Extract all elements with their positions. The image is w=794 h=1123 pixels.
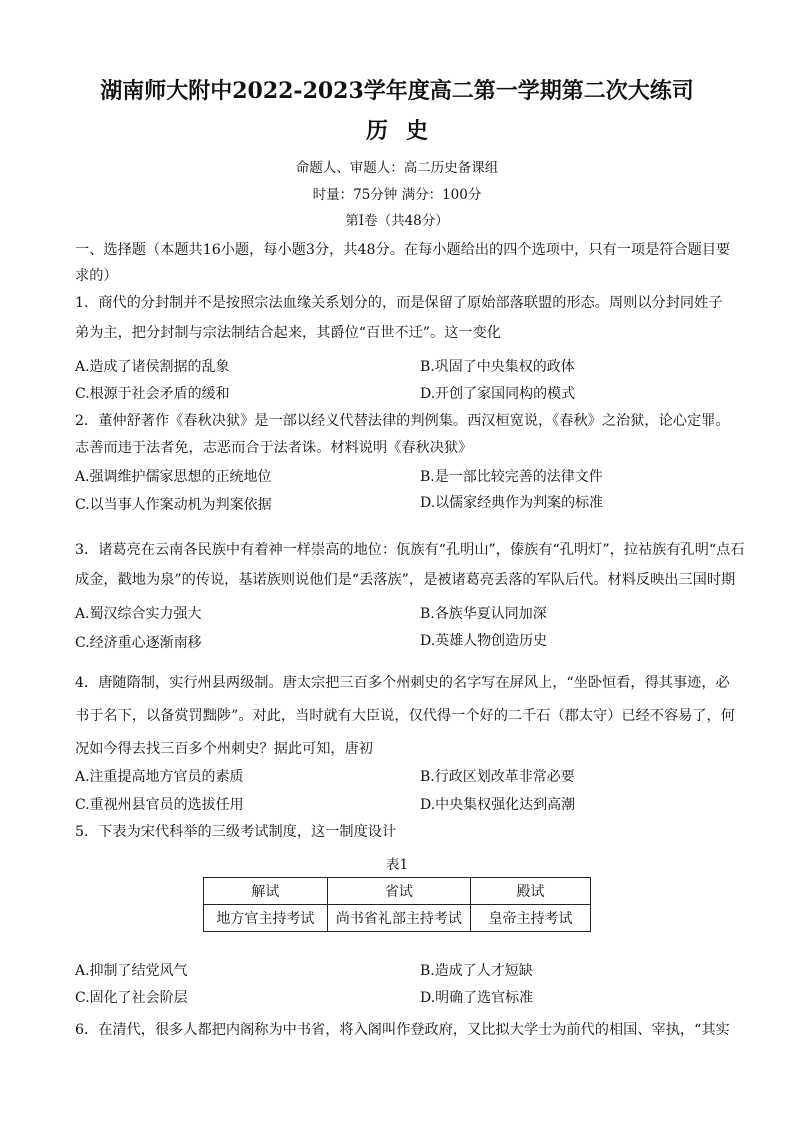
table-header-cell: 解试 xyxy=(204,878,328,905)
authors-line: 命题人、审题人：高二历史备课组 xyxy=(295,160,499,176)
q4-option-c: C.重视州县官员的选拔任用 xyxy=(75,797,244,813)
q1-option-c: C.根源于社会矛盾的缓和 xyxy=(75,386,230,402)
q2-stem-line-1: 2．董仲舒著作《春秋决狱》是一部以经义代替法律的判例集。西汉桓宽说，《春秋》之治狱，论心定罪。 xyxy=(75,413,730,429)
q4-stem-line-1: 4．唐随隋制，实行州县两级制。唐太宗把三百多个州刺史的名字写在屏风上，“坐卧恒看，得其事迹，必 xyxy=(75,675,730,691)
q4-option-b: B.行政区划改革非常必要 xyxy=(420,769,575,785)
q1-option-b: B.巩固了中央集权的政体 xyxy=(420,359,575,375)
q3-option-d: D.英雄人物创造历史 xyxy=(420,633,548,649)
q3-stem-line-1: 3．诸葛亮在云南各民族中有着神一样崇高的地位：佤族有“孔明山”，傣族有“孔明灯”，拉祜族有孔明“点石 xyxy=(75,542,745,558)
q4-option-a: A.注重提高地方官员的素质 xyxy=(75,769,244,785)
q2-option-c: C.以当事人作案动机为判案依据 xyxy=(75,497,272,513)
table-cell: 皇帝主持考试 xyxy=(471,905,591,932)
q3-stem-line-2: 成金，戳地为泉”的传说，基诺族则说他们是“丢落族”，是被诸葛亮丢落的军队后代。材料反映出三国时期 xyxy=(75,572,736,588)
section-instructions-line-2: 求的） xyxy=(75,268,118,284)
q1-option-d: D.开创了家国同构的模式 xyxy=(420,386,576,402)
exam-title: 湖南师大附中2022-2023学年度高二第一学期第二次大练司 xyxy=(100,78,694,104)
table-header-cell: 省试 xyxy=(327,878,470,905)
q4-stem-line-2: 书于名下，以备赏罚黜陟”。对此，当时就有大臣说，仅代得一个好的二千石（郡太守）已经不容易了，何 xyxy=(75,708,735,724)
q5-option-d: D.明确了选官标准 xyxy=(420,990,534,1006)
q2-option-a: A.强调维护儒家思想的正统地位 xyxy=(75,469,272,485)
q4-stem-line-3: 况如今得去找三百多个州刺史？据此可知，唐初 xyxy=(75,741,373,757)
table-header-row xyxy=(204,878,591,905)
table-header-cell: 殿试 xyxy=(471,878,591,905)
q2-stem-line-2: 志善而违于法者免，志恶而合于法者诛。材料说明《春秋决狱》 xyxy=(75,440,473,456)
exam-system-table xyxy=(203,877,591,932)
table-caption: 表1 xyxy=(385,857,409,873)
part-heading: 第Ⅰ卷（共48分） xyxy=(345,213,449,229)
q2-option-d: D.以儒家经典作为判案的标准 xyxy=(420,495,604,511)
q5-option-b: B.造成了人才短缺 xyxy=(420,963,533,979)
q1-stem-line-1: 1．商代的分封制并不是按照宗法血缘关系划分的，而是保留了原始部落联盟的形态。周则以分封同姓子 xyxy=(75,295,723,311)
table-cell: 地方官主持考试 xyxy=(204,905,328,932)
q3-option-c: C.经济重心逐渐南移 xyxy=(75,635,202,651)
q1-stem-line-2: 弟为主，把分封制与宗法制结合起来，其爵位“百世不迁”。这一变化 xyxy=(75,325,501,341)
table-cell: 尚书省礼部主持考试 xyxy=(327,905,470,932)
q2-option-b: B.是一部比较完善的法律文件 xyxy=(420,469,603,485)
subject-title: 历史 xyxy=(365,118,446,144)
section-instructions-line-1: 一、选择题（本题共16小题，每小题3分，共48分。在每小题给出的四个选项中，只有一项是符合题目要 xyxy=(75,242,731,258)
q3-option-b: B.各族华夏认同加深 xyxy=(420,606,547,622)
time-score-line: 时量：75分钟 满分：100分 xyxy=(312,187,482,203)
q1-option-a: A.造成了诸侯割据的乱象 xyxy=(75,359,230,375)
q4-option-d: D.中央集权强化达到高潮 xyxy=(420,797,576,813)
q6-stem-line-1: 6．在清代，很多人都把内阁称为中书省，将入阁叫作登政府，又比拟大学士为前代的相国、宰执，“其实 xyxy=(75,1022,730,1038)
q3-option-a: A.蜀汉综合实力强大 xyxy=(75,606,202,622)
q5-stem-line-1: 5．下表为宋代科举的三级考试制度，这一制度设计 xyxy=(75,824,397,840)
q5-option-c: C.固化了社会阶层 xyxy=(75,990,188,1006)
table-row xyxy=(204,905,591,932)
q5-option-a: A.抑制了结党风气 xyxy=(75,963,188,979)
